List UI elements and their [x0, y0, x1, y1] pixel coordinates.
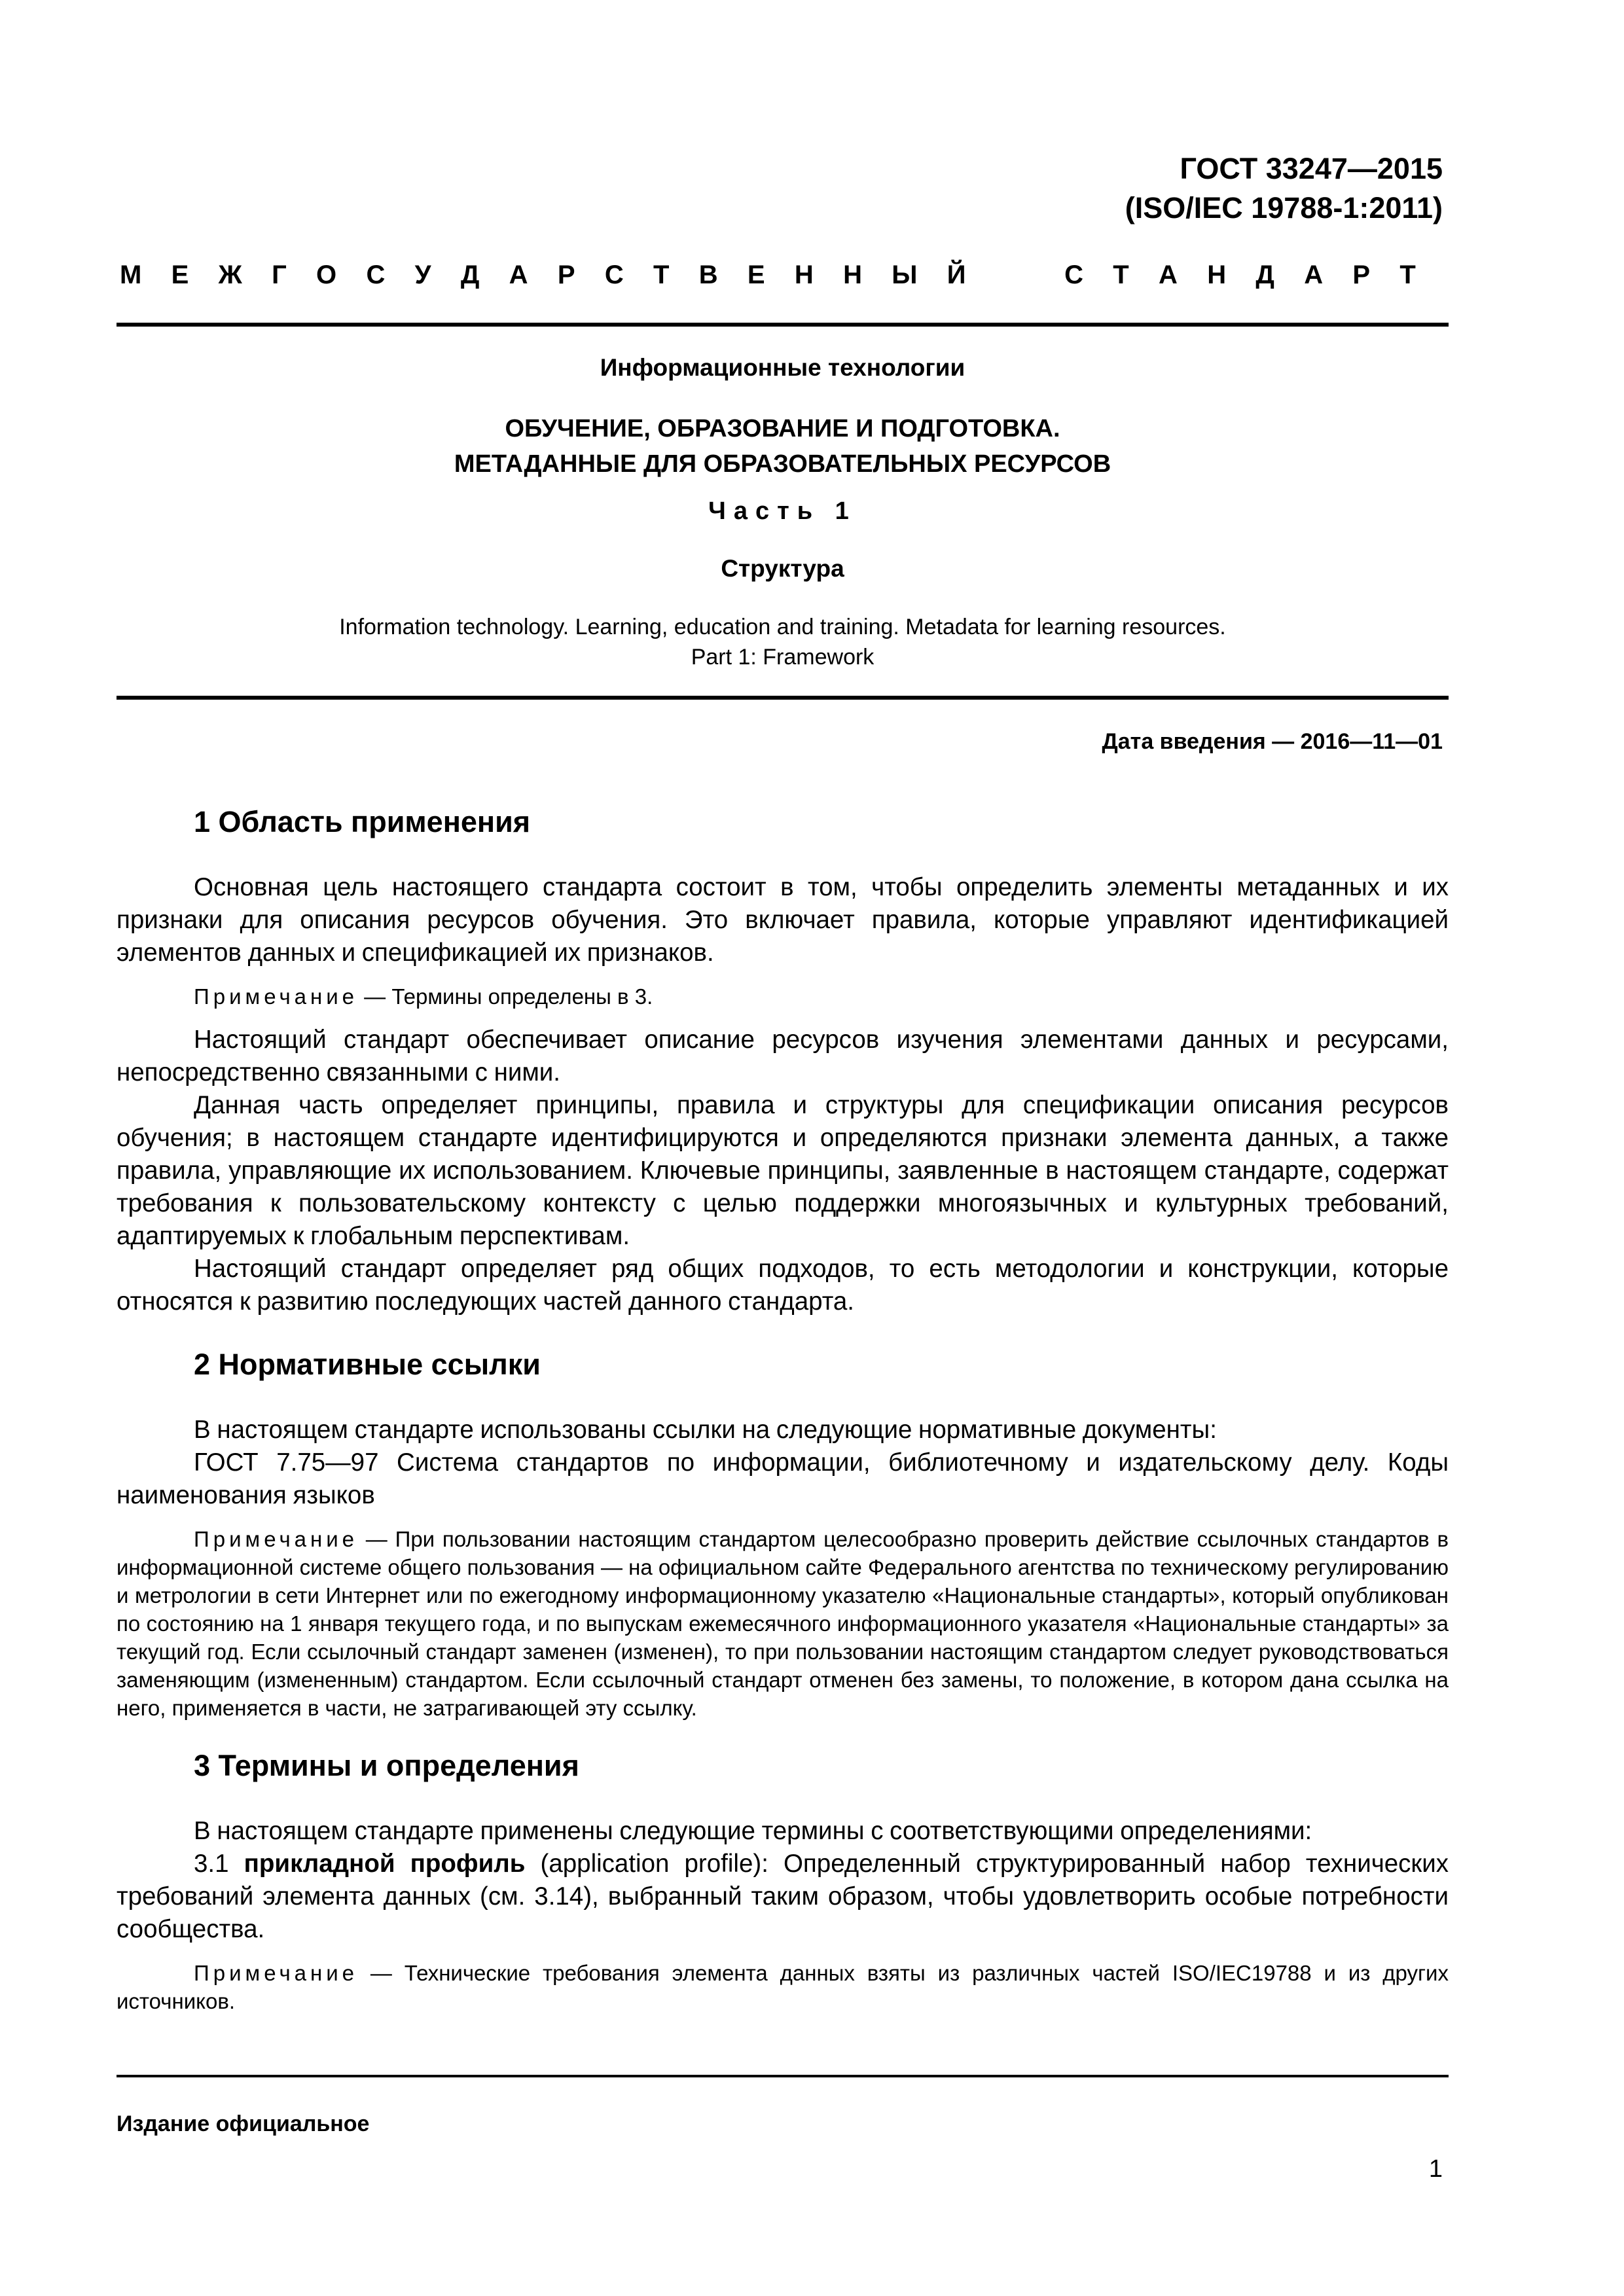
english-title-line: Part 1: Framework: [691, 645, 875, 670]
document-title-line: ОБУЧЕНИЕ, ОБРАЗОВАНИЕ И ПОДГОТОВКА.: [505, 415, 1060, 442]
paragraph: Настоящий стандарт обеспечивает описание ресурсов изучения элементами данных и ресурсами, непосредственно связанными с ними.: [117, 1026, 1449, 1086]
field-title: Информационные технологии: [600, 354, 965, 381]
banner-letter: У: [414, 260, 431, 289]
footer-divider: [117, 2075, 1449, 2077]
definition: [117, 1848, 1449, 1946]
definition-number: 3.1: [194, 1850, 244, 1878]
note: [117, 982, 1449, 1011]
banner-letter: А: [1159, 260, 1178, 289]
paragraph: Настоящий стандарт определяет ряд общих подходов, то есть методологии и конструкции, которые относятся к развитию последующих частей данного стандарта.: [117, 1255, 1449, 1316]
paragraph: Основная цель настоящего стандарта состоит в том, чтобы определить элементы метаданных и их признаки для описания ресурсов обучения. Это включает правила, которые управляют идентификацией элементов данных и спецификацией их признаков.: [117, 873, 1449, 967]
document-body: [117, 802, 1449, 2028]
banner-letter: А: [509, 260, 528, 289]
section-terms-definitions: [117, 1746, 1449, 2015]
definition-term: прикладной профиль: [244, 1850, 526, 1878]
banner-gap: [996, 255, 1035, 295]
banner-letter: Т: [653, 260, 670, 289]
part-title: Структура: [721, 555, 844, 582]
section-heading: 1 Область применения: [194, 805, 531, 838]
note: [117, 1959, 1449, 2015]
banner-letter: Т: [1113, 260, 1129, 289]
paragraph: Данная часть определяет принципы, правила и структуры для спецификации описания ресурсов обучения; в настоящем стандарте идентифицируются и определяются признаки элемента данных, а также правила, управляющие их использованием. Ключевые принципы, заявленные в настоящем стандарте, содержат требования к пользовательскому контексту с целью поддержки многоязычных и культурных требований, адаптируемых к глобальным перспективам.: [117, 1091, 1449, 1250]
banner-letter: Р: [557, 260, 575, 289]
note-text: — Технические требования элемента данных взяты из различных частей ISO/IEC19788 и из других источников.: [117, 1961, 1449, 2013]
official-edition-label: Издание официальное: [117, 2111, 370, 2136]
banner-letter: В: [698, 260, 718, 289]
english-title-line: Information technology. Learning, education and training. Metadata for learning resources.: [339, 615, 1226, 639]
interstate-standard-banner: [120, 255, 1416, 295]
banner-letter: Е: [171, 260, 189, 289]
definition-text: (application profile): Определенный структурированный набор технических требований элемента данных (см. 3.14), выбранный таким образом, чтобы удовлетворить особые потребности сообщества.: [117, 1850, 1449, 1943]
document-title-line: МЕТАДАННЫЕ ДЛЯ ОБРАЗОВАТЕЛЬНЫХ РЕСУРСОВ: [454, 450, 1111, 478]
banner-letter: Г: [272, 260, 287, 289]
english-title: [117, 612, 1449, 672]
banner-letter: О: [316, 260, 337, 289]
note-label: Примечание: [194, 1961, 359, 1985]
banner-letter: Т: [1399, 260, 1416, 289]
part-number: Часть 1: [708, 497, 857, 525]
document-title: [117, 411, 1449, 482]
banner-letter: С: [604, 260, 624, 289]
banner-letter: М: [120, 260, 142, 289]
note: [117, 1525, 1449, 1722]
banner-letter: Н: [843, 260, 862, 289]
banner-letter: Р: [1352, 260, 1371, 289]
note-text: — Термины определены в 3.: [358, 984, 653, 1009]
standard-number: ГОСТ 33247—2015: [1180, 152, 1443, 185]
section-normative-references: [117, 1344, 1449, 1722]
section-scope: [117, 802, 1449, 1318]
banner-letter: Е: [747, 260, 765, 289]
iso-equivalent: (ISO/IEC 19788-1:2011): [1125, 191, 1443, 224]
banner-letter: С: [1064, 260, 1083, 289]
banner-letter: Ы: [892, 260, 918, 289]
reference-item: ГОСТ 7.75—97 Система стандартов по информации, библиотечному и издательскому делу. Коды наименования языков: [117, 1448, 1449, 1509]
title-divider: [117, 696, 1449, 700]
banner-letter: Ж: [218, 260, 242, 289]
paragraph: В настоящем стандарте использованы ссылки на следующие нормативные документы:: [194, 1416, 1217, 1444]
banner-letter: Д: [460, 260, 480, 289]
banner-letter: Д: [1255, 260, 1274, 289]
banner-letter: Н: [794, 260, 814, 289]
note-label: Примечание: [194, 984, 359, 1009]
paragraph: В настоящем стандарте применены следующие термины с соответствующими определениями:: [194, 1817, 1312, 1845]
standard-designation: [1125, 149, 1443, 228]
section-heading: 2 Нормативные ссылки: [194, 1348, 541, 1381]
header-divider: [117, 323, 1449, 327]
note-label: Примечание: [194, 1527, 359, 1551]
banner-letter: С: [366, 260, 386, 289]
banner-letter: Й: [947, 260, 966, 289]
banner-letter: А: [1304, 260, 1324, 289]
banner-letter: Н: [1207, 260, 1227, 289]
introduction-date: Дата введения — 2016—11—01: [1102, 729, 1443, 754]
note-text: — При пользовании настоящим стандартом целесообразно проверить действие ссылочных стандартов в информационной системе общего пользования — на официальном сайте Федерального агентства по техническому регулированию и метрологии в сети Интернет или по ежегодному информационному указателю «Национальные стандарты», который опубликован по состоянию на 1 января текущего года, и по выпускам ежемесячного информационного указателя «Национальные стандарты» за текущий год. Если ссылочный стандарт заменен (изменен), то при пользовании настоящим стандартом следует руководствоваться заменяющим (измененным) стандартом. Если ссылочный стандарт отменен без замены, то положение, в котором дана ссылка на него, применяется в части, не затрагивающей эту ссылку.: [117, 1527, 1449, 1720]
page-number: 1: [1428, 2155, 1443, 2183]
section-heading: 3 Термины и определения: [194, 1749, 579, 1782]
